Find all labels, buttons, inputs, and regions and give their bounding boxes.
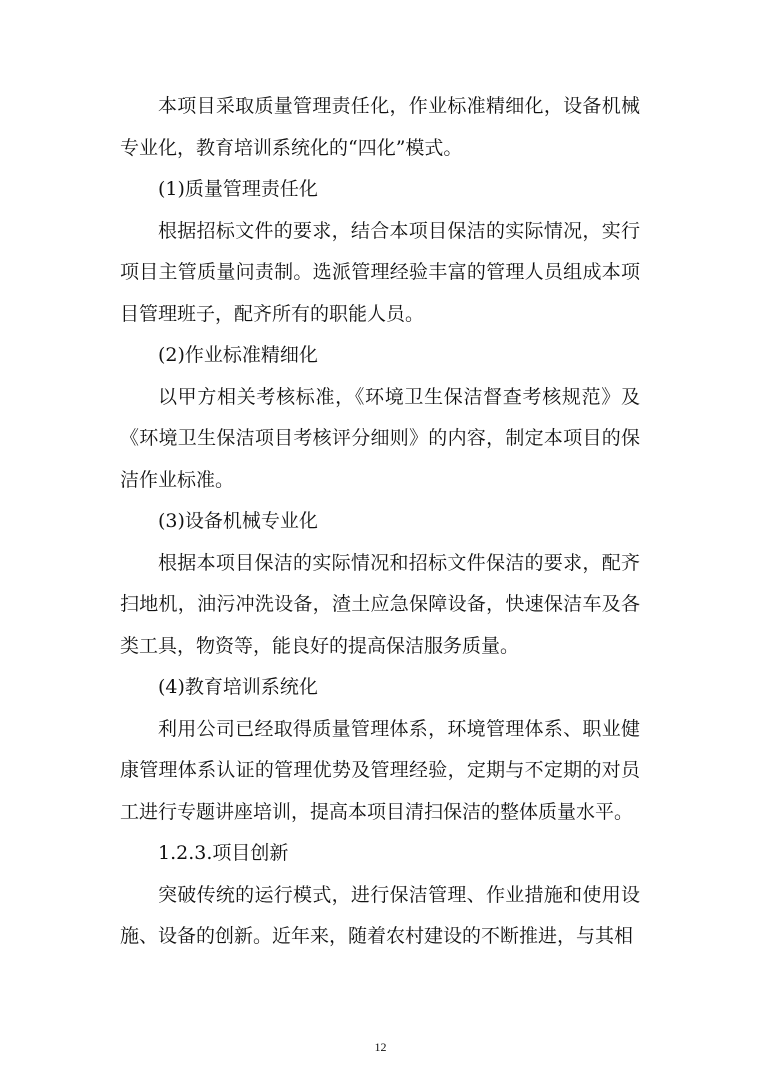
intro-paragraph: 本项目采取质量管理责任化，作业标准精细化，设备机械专业化，教育培训系统化的“四化”模式。: [120, 95, 640, 159]
section-heading-standards: (2)作业标准精细化: [158, 344, 318, 366]
section-heading-equipment: (3)设备机械专业化: [158, 510, 318, 532]
subsection-heading-innovation: 1.2.3.项目创新: [158, 842, 289, 864]
section-body-training: 利用公司已经取得质量管理体系，环境管理体系、职业健康管理体系认证的管理优势及管理经验，定期与不定期的对员工进行专题讲座培训，提高本项目清扫保洁的整体质量水平。: [120, 717, 640, 823]
section-heading-training: (4)教育培训系统化: [158, 676, 318, 698]
section-body-standards: 以甲方相关考核标准，《环境卫生保洁督查考核规范》及《环境卫生保洁项目考核评分细则》的内容，制定本项目的保洁作业标准。: [120, 385, 640, 491]
page-number: 12: [374, 1040, 387, 1054]
document-body: [120, 86, 640, 958]
subsection-body-innovation: 突破传统的运行模式，进行保洁管理、作业措施和使用设施、设备的创新。近年来，随着农村建设的不断推进，与其相: [120, 883, 640, 947]
section-body-quality: 根据招标文件的要求，结合本项目保洁的实际情况，实行项目主管质量问责制。选派管理经验丰富的管理人员组成本项目管理班子，配齐所有的职能人员。: [120, 219, 640, 325]
section-heading-quality: (1)质量管理责任化: [158, 178, 318, 200]
section-body-equipment: 根据本项目保洁的实际情况和招标文件保洁的要求，配齐扫地机，油污冲洗设备，渣土应急保障设备，快速保洁车及各类工具，物资等，能良好的提高保洁服务质量。: [120, 551, 640, 657]
